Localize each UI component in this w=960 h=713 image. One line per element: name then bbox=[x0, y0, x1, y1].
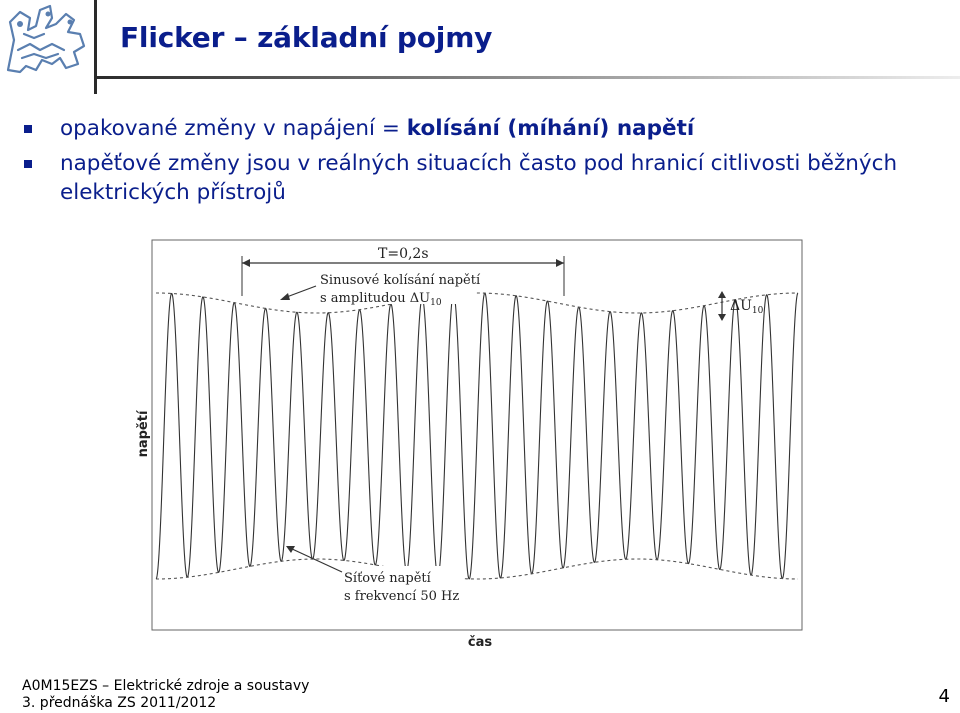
bullet-text-emphasis: kolísání (míhání) napětí bbox=[406, 116, 695, 141]
university-logo bbox=[0, 0, 92, 78]
page-number: 4 bbox=[938, 686, 950, 707]
bullet-square-icon bbox=[24, 160, 32, 168]
title-divider-vertical bbox=[94, 0, 97, 94]
title-divider-horizontal bbox=[94, 76, 960, 79]
y-axis-label: napětí bbox=[136, 410, 151, 458]
envelope-label-line2: s amplitudou $\Delta U_{10}$ bbox=[320, 291, 442, 308]
footer-lecture: 3. přednáška ZS 2011/2012 bbox=[22, 695, 217, 711]
x-axis-label: čas bbox=[467, 635, 493, 650]
envelope-label-line1: Sinusové kolísání napětí bbox=[320, 273, 481, 288]
bullet-text: napěťové změny jsou v reálných situacích často pod hranicí citlivosti běžných elektrických přístrojů bbox=[60, 151, 898, 205]
footer-course: A0M15EZS – Elektrické zdroje a soustavy bbox=[22, 678, 310, 694]
carrier-label-line2: s frekvencí 50 Hz bbox=[344, 589, 460, 604]
flicker-figure bbox=[130, 236, 810, 656]
bullet-square-icon bbox=[24, 125, 32, 133]
bullet-item bbox=[22, 149, 942, 207]
slide-title: Flicker – základní pojmy bbox=[120, 21, 493, 54]
delta-label: $\Delta U_{10}$ bbox=[730, 298, 764, 316]
bullet-text: opakované změny v napájení = bbox=[60, 116, 407, 141]
bullet-item bbox=[22, 114, 942, 143]
period-label: T=0,2s bbox=[378, 246, 429, 262]
footer bbox=[22, 678, 309, 712]
bullet-list bbox=[22, 114, 942, 213]
carrier-label-line1: Síťové napětí bbox=[344, 571, 431, 586]
